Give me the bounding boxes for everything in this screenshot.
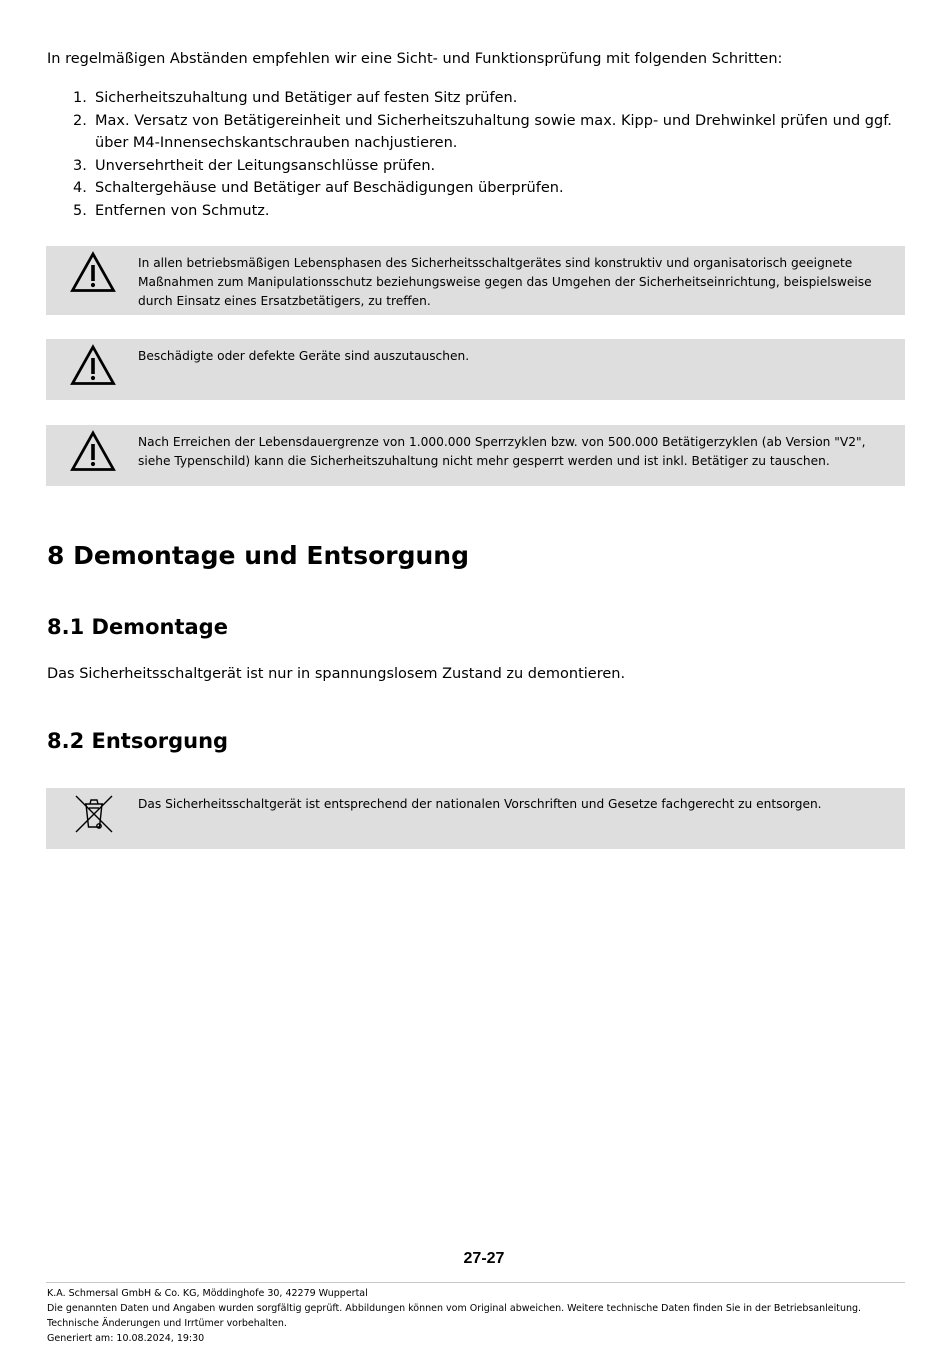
lifetime-warning-notice [46, 425, 905, 486]
intro-text: In regelmäßigen Abständen empfehlen wir eine Sicht- und Funktionsprüfung mit folgenden Schritten: [47, 51, 783, 67]
warning-triangle-icon [70, 344, 116, 386]
list-item-text: Schaltergehäuse und Betätiger auf Beschädigungen überprüfen. [95, 180, 564, 196]
section-heading: 8 Demontage und Entsorgung [47, 541, 469, 570]
list-item-text: Unversehrtheit der Leitungsanschlüsse prüfen. [95, 157, 436, 174]
subsection-heading-demontage: 8.1 Demontage [47, 615, 228, 639]
list-item [47, 200, 907, 223]
list-item-number: 1. [73, 90, 87, 106]
footer-line: K.A. Schmersal GmbH & Co. KG, Möddinghofe 30, 42279 Wuppertal [47, 1288, 368, 1299]
disposal-notice [46, 788, 905, 849]
page-number: 27-27 [463, 1250, 505, 1267]
demontage-text: Das Sicherheitsschaltgerät ist nur in spannungslosem Zustand zu demontieren. [47, 666, 626, 682]
defective-device-warning-notice [46, 339, 905, 400]
notice-text [138, 433, 883, 471]
list-item [47, 110, 907, 155]
notice-text-line: In allen betriebsmäßigen Lebensphasen des Sicherheitsschaltgerätes sind konstruktiv und organisatorisch geeignete [138, 256, 853, 270]
footer-divider [46, 1282, 905, 1283]
crossed-out-wheelie-bin-icon [73, 793, 115, 835]
list-item-number: 5. [73, 202, 87, 219]
manipulation-warning-notice [46, 246, 905, 315]
list-item [47, 177, 907, 200]
list-item-text: Entfernen von Schmutz. [95, 202, 270, 219]
notice-text-line: siehe Typenschild) kann die Sicherheitszuhaltung nicht mehr gesperrt werden und ist inkl. Betätiger zu tauschen. [138, 454, 830, 468]
inspection-steps-list [47, 87, 907, 222]
notice-text [138, 254, 883, 311]
notice-text: Das Sicherheitsschaltgerät ist entsprechend der nationalen Vorschriften und Gesetze fachgerecht zu entsorgen. [138, 797, 822, 811]
notice-text-line: Maßnahmen zum Manipulationsschutz beziehungsweise gegen das Umgehen der Sicherheitseinrichtung, beispielsweise [138, 275, 872, 289]
list-item-number: 2. [73, 112, 87, 129]
list-item-text: Sicherheitszuhaltung und Betätiger auf festen Sitz prüfen. [95, 90, 518, 106]
notice-text-line: durch Einsatz eines Ersatzbetätigers, zu treffen. [138, 294, 431, 308]
footer-line: Generiert am: 10.08.2024, 19:30 [47, 1333, 205, 1344]
notice-text-line: Nach Erreichen der Lebensdauergrenze von 1.000.000 Sperrzyklen bzw. von 500.000 Betätigerzyklen (ab Version "V2", [138, 435, 866, 449]
footer-line: Die genannten Daten und Angaben wurden sorgfältig geprüft. Abbildungen können vom Original abweichen. Weitere technische Daten finden Sie in der Betriebsanleitung. [47, 1303, 862, 1314]
notice-text [138, 347, 883, 366]
notice-text-line: Beschädigte oder defekte Geräte sind auszutauschen. [138, 349, 470, 363]
list-item [47, 155, 907, 178]
list-item [47, 87, 907, 110]
list-item-number: 4. [73, 180, 87, 196]
list-item-text: Max. Versatz von Betätigereinheit und Sicherheitszuhaltung sowie max. Kipp- und Drehwinkel prüfen und ggf. [95, 112, 892, 129]
warning-triangle-icon [70, 430, 116, 472]
subsection-heading-entsorgung: 8.2 Entsorgung [47, 729, 229, 753]
list-item-text: über M4-Innensechskantschrauben nachjustieren. [95, 135, 458, 151]
list-item-number: 3. [73, 157, 87, 174]
footer [47, 1286, 861, 1346]
warning-triangle-icon [70, 251, 116, 293]
footer-line: Technische Änderungen und Irrtümer vorbehalten. [47, 1318, 287, 1329]
